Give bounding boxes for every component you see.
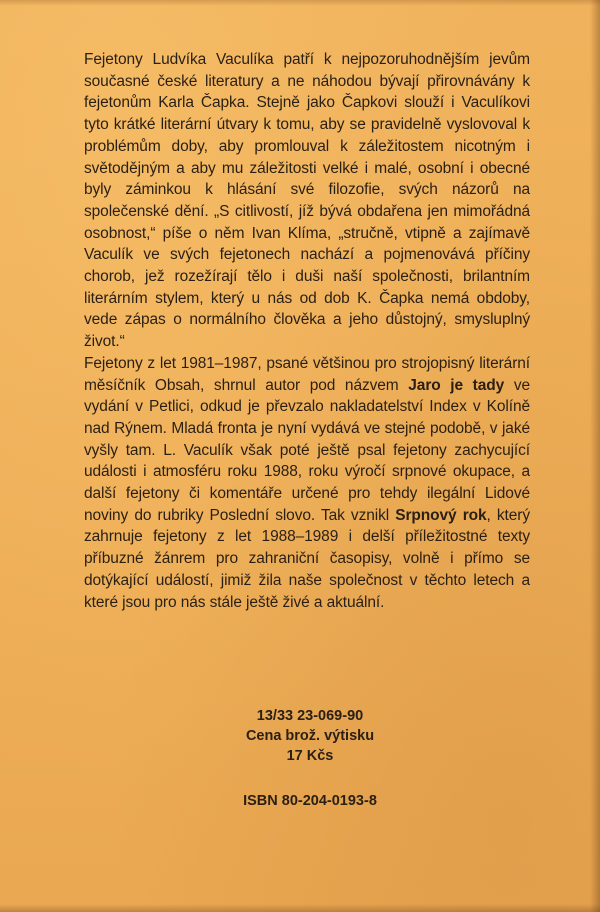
blurb-text	[84, 49, 530, 613]
price-label: Cena brož. výtisku	[245, 728, 375, 744]
blurb-paragraph-1: Fejetony Ludvíka Vaculíka patří k nejpozoruhodnějším jevům současné české literatury a ne náhodou bývají přirovnávány k fejetonům Karla Čapka. Stejně jako Čapkovi slouží i Vaculíkovi tyto krátké literární útvary k tomu, aby se pravidelně vyslovoval k problémům doby, aby promlouval k záležitostem nicotným i světodějným a aby mu záležitosti velké i malé, osobní i obecné byly záminkou k hlásání své filozofie, svých názorů na společenské dění. „S citlivostí, jíž bývá obdařena jen mimořádná osobnost,“ píše o něm Ivan Klíma, „stručně, vtipně a zajímavě Vaculík ve svých fejetonech nachází a pojmenovává příčiny chorob, jež rozežírají tělo i duši naší společnosti, brilantním literárním stylem, který u nás od dob K. Čapka nemá obdoby, vede zápas o normálního člověka a jeho důstojný, smysluplný život.“	[84, 51, 530, 351]
cover-edge-shadow-top	[0, 0, 600, 6]
imprint-block	[190, 706, 430, 811]
book-title-srpnovy-rok: Srpnový rok	[395, 506, 487, 524]
blurb-paragraph-2-text-b: ve vydání v Petlici, odkud je převzalo nakladatelství Index v Kolíně nad Rýnem. Mladá fronta je nyní vydává ve stejné podobě, v jaké vyšly tam. L. Vaculík však poté ještě psal fejetony zachycující události i atmosféru roku 1988, roku výročí srpnové okupace, a další fejetony či komentáře určené pro tehdy ilegální Lidové noviny do rubriky Poslední slovo. Tak vznikl	[84, 376, 530, 524]
book-title-jaro-je-tady: Jaro je tady	[408, 376, 505, 394]
blurb-paragraph-2-text-c: , který zahrnuje fejetony z let 1988–1989 i delší příležitostné texty příbuzné žánrem pro zahraniční časopisy, volně i přímo se dotýkající událostí, jimiž žila naše společnost v těchto letech a které jsou pro nás stále ještě živé a aktuální.	[84, 506, 530, 611]
blurb-paragraph-2	[84, 353, 530, 613]
catalog-code: 13/33 23-069-90	[256, 708, 364, 724]
isbn-number: ISBN 80-204-0193-8	[243, 793, 377, 809]
cover-edge-shadow-right	[590, 0, 600, 912]
cover-edge-shadow-bottom	[0, 904, 600, 912]
price-value: 17 Kčs	[286, 748, 334, 764]
blurb-paragraph-2-text-a: Fejetony z let 1981–1987, psané většinou pro strojopisný literární měsíčník Obsah, shrnul autor pod názvem	[84, 354, 530, 394]
